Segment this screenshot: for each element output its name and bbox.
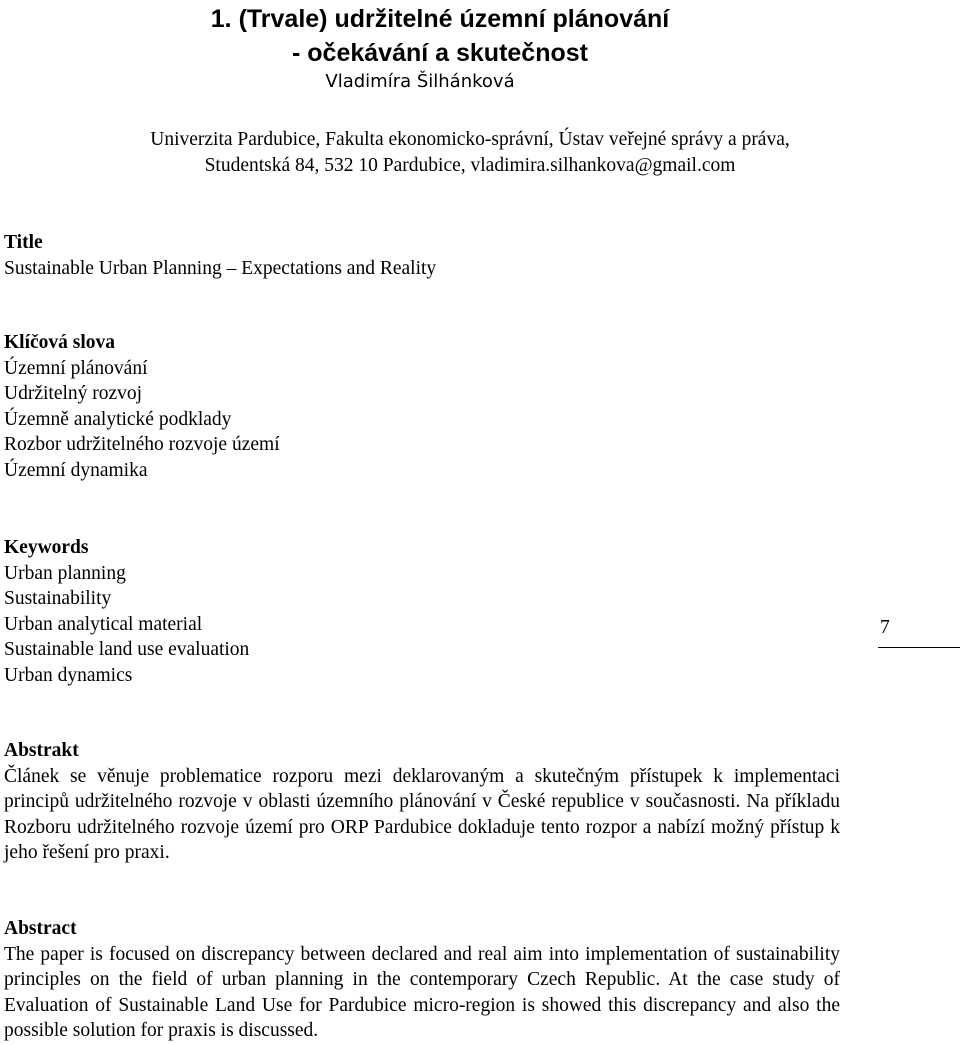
author-affiliation	[0, 127, 940, 179]
english-title-heading: Title	[4, 232, 43, 253]
english-title-text: Sustainable Urban Planning – Expectations and Reality	[4, 257, 437, 279]
keyword-item: Územně analytické podklady	[4, 408, 232, 430]
keyword-item: Sustainability	[4, 588, 112, 610]
keyword-item: Udržitelný rozvoj	[4, 383, 143, 405]
czech-abstract-text: Článek se věnuje problematice rozporu mezi deklarovaným a skutečným přístupek k implementaci principů udržitelného rozvoje v oblasti územního plánování v České republice v současnosti. Na příkladu Rozboru udržitelného rozvoje území pro ORP Pardubice dokladuje tento rozpor a nabízí možný přístup k jeho řešení pro praxi.	[4, 765, 840, 864]
paper-title-line-2: - očekávání a skutečnost	[292, 39, 588, 67]
page-number-rule	[878, 647, 960, 648]
english-title-section	[4, 230, 840, 281]
author-name: Vladimíra Šilhánková	[325, 71, 515, 92]
czech-abstract-section	[4, 738, 840, 866]
czech-keywords-heading: Klíčová slova	[4, 332, 116, 353]
page-number-text: 7	[880, 617, 890, 638]
english-abstract-text: The paper is focused on discrepancy between declared and real aim into implementation of sustainability principles on the field of urban planning in the contemporary Czech Republic. At the case study of Evaluation of Sustainable Land Use for Pardubice micro-region is showed this discrepancy and also the possible solution for praxis is discussed.	[4, 943, 840, 1042]
keyword-item: Urban dynamics	[4, 664, 133, 686]
english-abstract-heading: Abstract	[4, 918, 77, 939]
affiliation-line-1: Univerzita Pardubice, Fakulta ekonomicko-správní, Ústav veřejné správy a práva,	[150, 129, 790, 150]
keyword-item: Rozbor udržitelného rozvoje území	[4, 434, 280, 456]
keyword-item: Urban planning	[4, 562, 126, 584]
page-number	[878, 616, 960, 640]
czech-abstract-heading: Abstrakt	[4, 740, 79, 761]
english-abstract-section	[4, 916, 840, 1044]
czech-keywords-section	[4, 330, 840, 484]
english-keywords-section	[4, 535, 840, 689]
keyword-item: Urban analytical material	[4, 613, 203, 635]
english-keywords-heading: Keywords	[4, 537, 89, 558]
paper-title-line-1: 1. (Trvale) udržitelné územní plánování	[210, 5, 670, 33]
keyword-item: Sustainable land use evaluation	[4, 639, 250, 661]
keyword-item: Územní dynamika	[4, 459, 148, 481]
affiliation-line-2: Studentská 84, 532 10 Pardubice, vladimira.silhankova@gmail.com	[204, 155, 736, 176]
paper-title	[0, 2, 880, 70]
keyword-item: Územní plánování	[4, 357, 148, 379]
